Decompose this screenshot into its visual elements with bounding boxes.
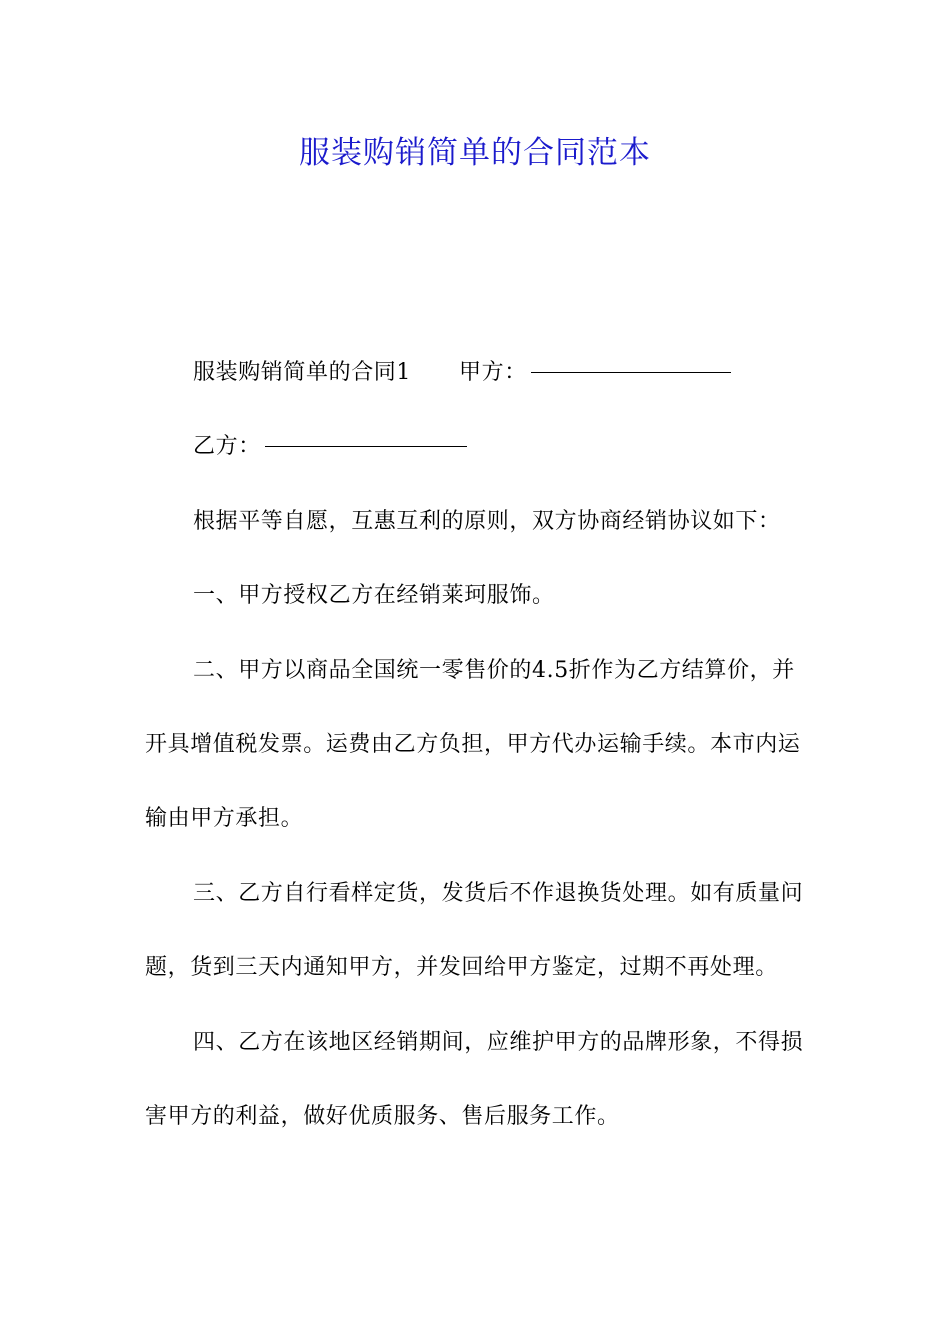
clause-paragraph-2: 二、甲方以商品全国统一零售价的4.5折作为乙方结算价，并开具增值税发票。运费由乙方负担，甲方代办运输手续。本市内运输由甲方承担。 <box>145 657 801 832</box>
clause-paragraph-1: 一、甲方授权乙方在经销莱珂服饰。 <box>193 583 555 609</box>
contract-heading-line <box>145 336 815 410</box>
party-a-label: 甲方： <box>459 360 527 385</box>
clause-paragraph-3: 三、乙方自行看样定货，发货后不作退换货处理。如有质量问题，货到三天内通知甲方，并发回给甲方鉴定，过期不再处理。 <box>145 880 804 981</box>
party-b-label: 乙方： <box>193 434 261 460</box>
party-b-line <box>145 410 815 484</box>
contract-heading: 服装购销简单的合同1 <box>193 360 411 385</box>
party-a-blank-line <box>531 371 731 373</box>
preamble-paragraph: 根据平等自愿，互惠互利的原则，双方协商经销协议如下： <box>193 508 781 534</box>
party-b-blank-line <box>265 445 467 447</box>
clause-paragraph-4: 四、乙方在该地区经销期间，应维护甲方的品牌形象，不得损害甲方的利益，做好优质服务、售后服务工作。 <box>145 1029 804 1130</box>
document-title: 服装购销简单的合同范本 <box>299 135 651 171</box>
document-body <box>145 336 815 1154</box>
